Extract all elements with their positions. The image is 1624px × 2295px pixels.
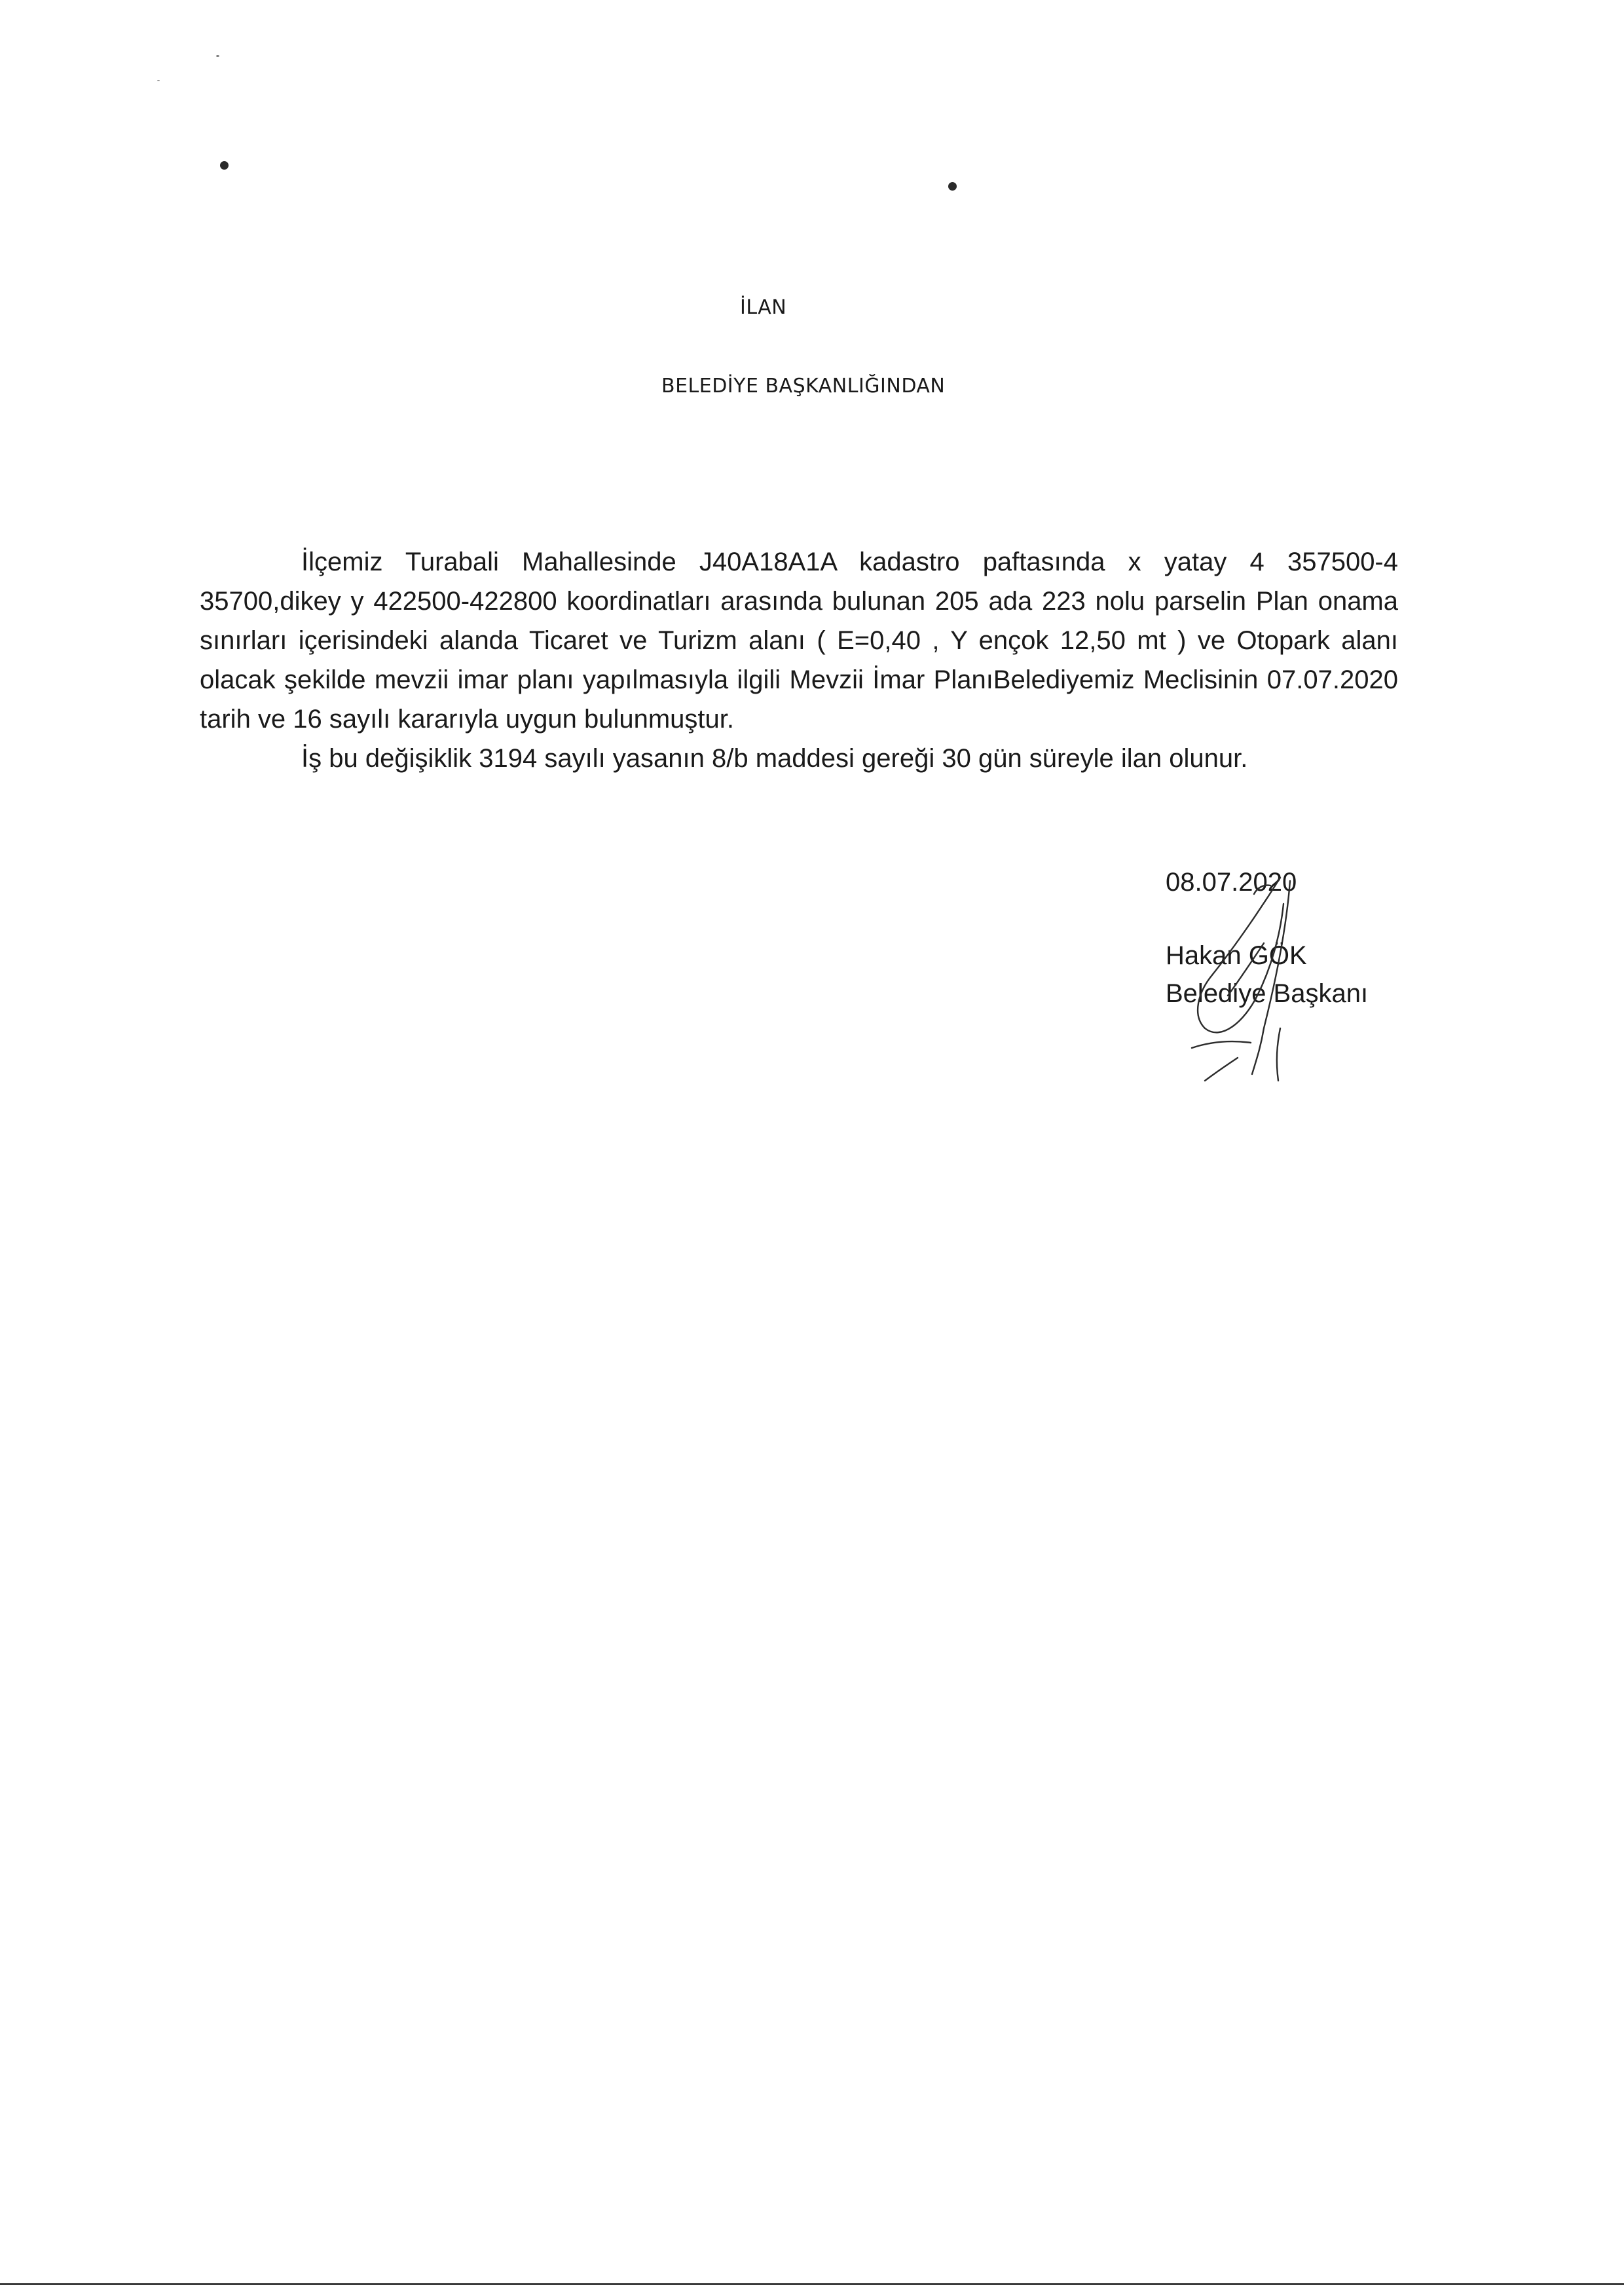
scan-speck bbox=[157, 80, 160, 81]
signatory-title: Belediye Başkanı bbox=[1166, 979, 1369, 1008]
scan-speck bbox=[216, 55, 219, 57]
scan-speck bbox=[948, 182, 957, 191]
handwritten-signature bbox=[1166, 865, 1323, 1087]
signatory-name: Hakan GÖK bbox=[1166, 941, 1307, 970]
document-subtitle: BELEDİYE BAŞKANLIĞINDAN bbox=[661, 375, 946, 398]
scan-bottom-edge bbox=[0, 2283, 1624, 2285]
announcement-body bbox=[200, 542, 1398, 778]
signature-date: 08.07.2020 bbox=[1166, 868, 1297, 897]
announcement-paragraph: İlçemiz Turabali Mahallesinde J40A18A1A kadastro paftasında x yatay 4 357500-4 35700,dikey y 422500-422800 koordinatları arasında bulunan 205 ada 223 nolu parselin Plan onama sınırları içerisindeki alanda Ticaret ve Turizm alanı ( E=0,40 , Y ençok 12,50 mt ) ve Otopark alanı olacak şekilde mevzii imar planı yapılmasıyla ilgili Mevzii İmar PlanıBelediyemiz Meclisinin 07.07.2020 tarih ve 16 sayılı kararıyla uygun bulunmuştur. bbox=[200, 548, 1398, 734]
announcement-paragraph: İş bu değişiklik 3194 sayılı yasanın 8/b maddesi gereği 30 gün süreyle ilan olunur. bbox=[301, 744, 1248, 773]
scan-speck bbox=[220, 161, 229, 170]
document-title: İLAN bbox=[740, 296, 787, 319]
